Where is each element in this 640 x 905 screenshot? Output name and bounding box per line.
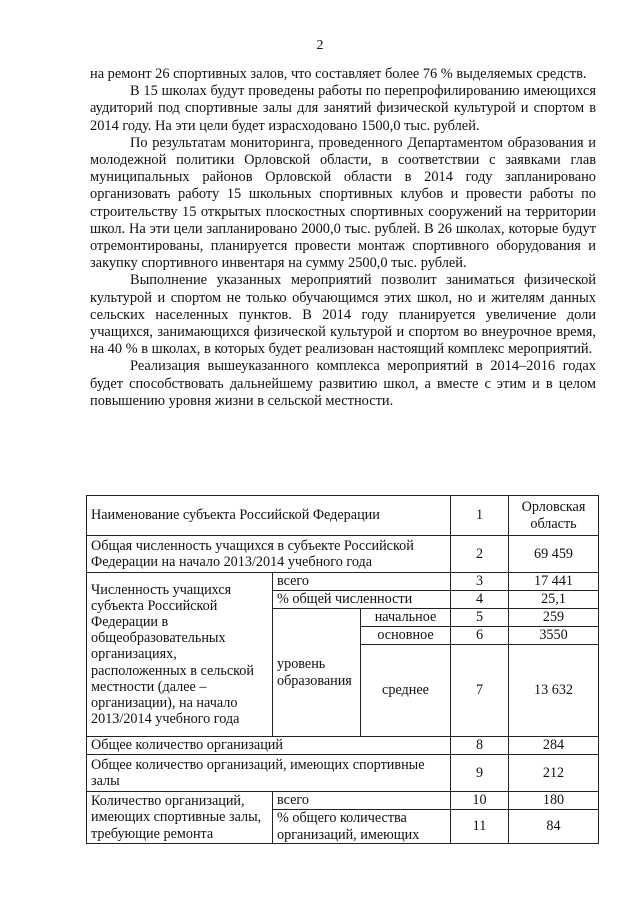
row-value: 259 xyxy=(509,609,599,627)
row-number: 1 xyxy=(451,496,509,536)
sub-label: % общей численности xyxy=(273,591,451,609)
row-number: 2 xyxy=(451,536,509,573)
table-row xyxy=(87,755,599,792)
sub-label: всего xyxy=(273,573,451,591)
row-label: Численность учащихся субъекта Российской Федерации в общеобразовательных организациях, расположенных в сельской местности (далее – организации), на начало 2013/2014 учебного года xyxy=(87,573,273,737)
region-name: Орловская область xyxy=(509,496,599,536)
row-number: 4 xyxy=(451,591,509,609)
row-number: 5 xyxy=(451,609,509,627)
row-label: Общее количество организаций xyxy=(87,737,451,755)
row-number: 10 xyxy=(451,792,509,810)
paragraph: Выполнение указанных мероприятий позволит заниматься физической культурой и спортом не только обучающимся этих школ, но и жителям данных сельских населенных пунктов. В 2014 году планируется увеличение доли учащихся, занимающихся физической культурой и спортом во внеурочное время, на 40 % в школах, в которых будет реализован настоящий комплекс мероприятий. xyxy=(90,272,596,358)
row-value: 13 632 xyxy=(509,645,599,737)
row-number: 11 xyxy=(451,810,509,844)
row-value: 212 xyxy=(509,755,599,792)
row-value: 84 xyxy=(509,810,599,844)
row-value: 180 xyxy=(509,792,599,810)
paragraph: Реализация вышеуказанного комплекса мероприятий в 2014–2016 годах будет способствовать дальнейшему развитию школ, а вместе с этим и в целом повышению уровня жизни в сельской местности. xyxy=(90,358,596,409)
row-label: Общее количество организаций, имеющих спортивные залы xyxy=(87,755,451,792)
sub-label: уровень образования xyxy=(273,609,361,737)
row-label: Количество организаций, имеющих спортивные залы, требующие ремонта xyxy=(87,792,273,844)
paragraph: на ремонт 26 спортивных залов, что составляет более 76 % выделяемых средств. xyxy=(90,66,587,82)
table-header-label: Наименование субъекта Российской Федерации xyxy=(87,496,451,536)
row-label: Общая численность учащихся в субъекте Российской Федерации на начало 2013/2014 учебного года xyxy=(87,536,451,573)
table-row xyxy=(87,737,599,755)
body-text xyxy=(90,66,596,410)
row-value: 25,1 xyxy=(509,591,599,609)
row-number: 8 xyxy=(451,737,509,755)
page-number: 2 xyxy=(316,38,324,53)
sub-label: основное xyxy=(361,627,451,645)
sub-label: начальное xyxy=(361,609,451,627)
sub-label: % общего количества организаций, имеющих xyxy=(273,810,451,844)
row-value: 284 xyxy=(509,737,599,755)
paragraph: По результатам мониторинга, проведенного Департаментом образования и молодежной политики Орловской области, в соответствии с заявками глав муниципальных районов Орловской области в 2014 году запланировано организовать работу 15 школьных спортивных клубов и провести работы по строительству 15 открытых плоскостных спортивных сооружений на территории школ. На эти цели запланировано 2000,0 тыс. рублей. В 26 школах, которые будут отремонтированы, планируется провести монтаж спортивного оборудования и закупку спортивного инвентаря на сумму 2500,0 тыс. рублей. xyxy=(90,134,596,272)
row-number: 6 xyxy=(451,627,509,645)
row-value: 17 441 xyxy=(509,573,599,591)
row-value: 69 459 xyxy=(509,536,599,573)
table-row xyxy=(87,496,599,536)
table-row xyxy=(87,573,599,591)
sub-label: среднее xyxy=(361,645,451,737)
statistics-table xyxy=(86,495,599,844)
sub-label: всего xyxy=(273,792,451,810)
row-number: 3 xyxy=(451,573,509,591)
paragraph: В 15 школах будут проведены работы по перепрофилированию имеющихся аудиторий под спортивные залы для занятий физической культурой и спортом в 2014 году. На эти цели будет израсходовано 1500,0 тыс. рублей. xyxy=(90,83,596,134)
row-number: 7 xyxy=(451,645,509,737)
table-row xyxy=(87,536,599,573)
row-value: 3550 xyxy=(509,627,599,645)
row-number: 9 xyxy=(451,755,509,792)
table-row xyxy=(87,792,599,810)
